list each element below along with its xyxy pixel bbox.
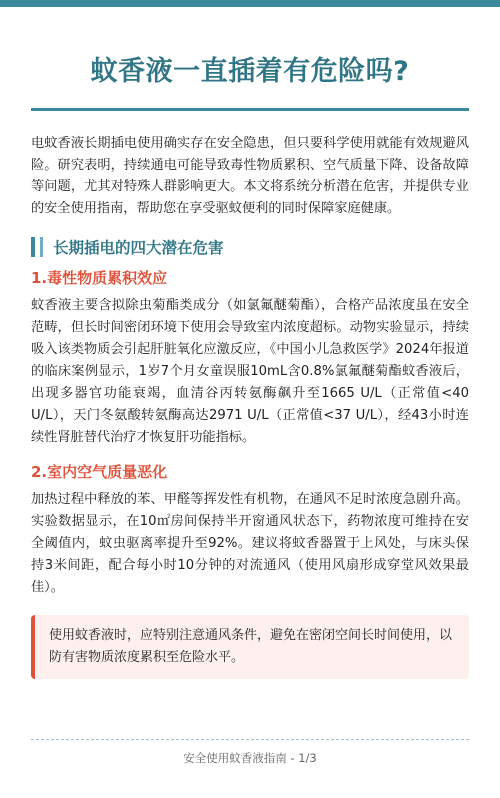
footer-divider: [31, 739, 469, 740]
subsection-body-2: 加热过程中释放的苯、甲醛等挥发性有机物，在通风不足时浓度急剧升高。实验数据显示，在10㎡房间保持半开窗通风状态下，药物浓度可维持在安全阈值内，蚊虫驱离率提升至92%。建议将蚊香器置于上风处，与床头保持3米间距，配合每小时10分钟的对流通风（使用风扇形成穿堂风效果最佳）。: [31, 492, 469, 595]
page-footer: 安全使用蚊香液指南 - 1/3: [183, 751, 317, 765]
subsection-heading-1: 1.毒性物质累积效应: [31, 269, 168, 287]
section-marker-bar: [31, 237, 35, 257]
section-heading-text: 长期插电的四大潜在危害: [53, 239, 224, 257]
top-accent-bar: [0, 0, 500, 7]
title-divider: [31, 108, 469, 111]
intro-paragraph: 电蚊香液长期插电使用确实存在安全隐患，但只要科学使用就能有效规避风险。研究表明，持续通电可能导致毒性物质累积、空气质量下降、设备故障等问题，尤其对特殊人群影响更大。本文将系统分析潜在危害，并提供专业的安全使用指南，帮助您在享受驱蚊便利的同时保障家庭健康。: [31, 136, 469, 216]
subsection-heading-2: 2.室内空气质量恶化: [31, 463, 168, 481]
section-marker-bar-light: [40, 237, 43, 257]
subsection-body-1: 蚊香液主要含拟除虫菊酯类成分（如氯氟醚菊酯），合格产品浓度虽在安全范畴，但长时间密闭环境下使用会导致室内浓度超标。动物实验显示，持续吸入该类物质会引起肝脏氧化应激反应，《中国小儿急救医学》2024年报道的临床案例显示，1岁7个月女童误服10mL含0.8%氯氟醚菊酯蚊香液后，出现多器官功能衰竭，血清谷丙转氨酶飙升至1665 U/L（正常值<40 U/L），天门冬氨酸转氨酶高达2971 U/L（正常值<37 U/L），经43小时连续性肾脏替代治疗才恢复肝功能指标。: [31, 298, 469, 445]
warning-callout: 使用蚊香液时，应特别注意通风条件，避免在密闭空间长时间使用，以防有害物质浓度累积至危险水平。: [31, 615, 469, 679]
page-title: 蚊香液一直插着有危险吗?: [90, 56, 410, 87]
section-heading: [31, 237, 469, 257]
